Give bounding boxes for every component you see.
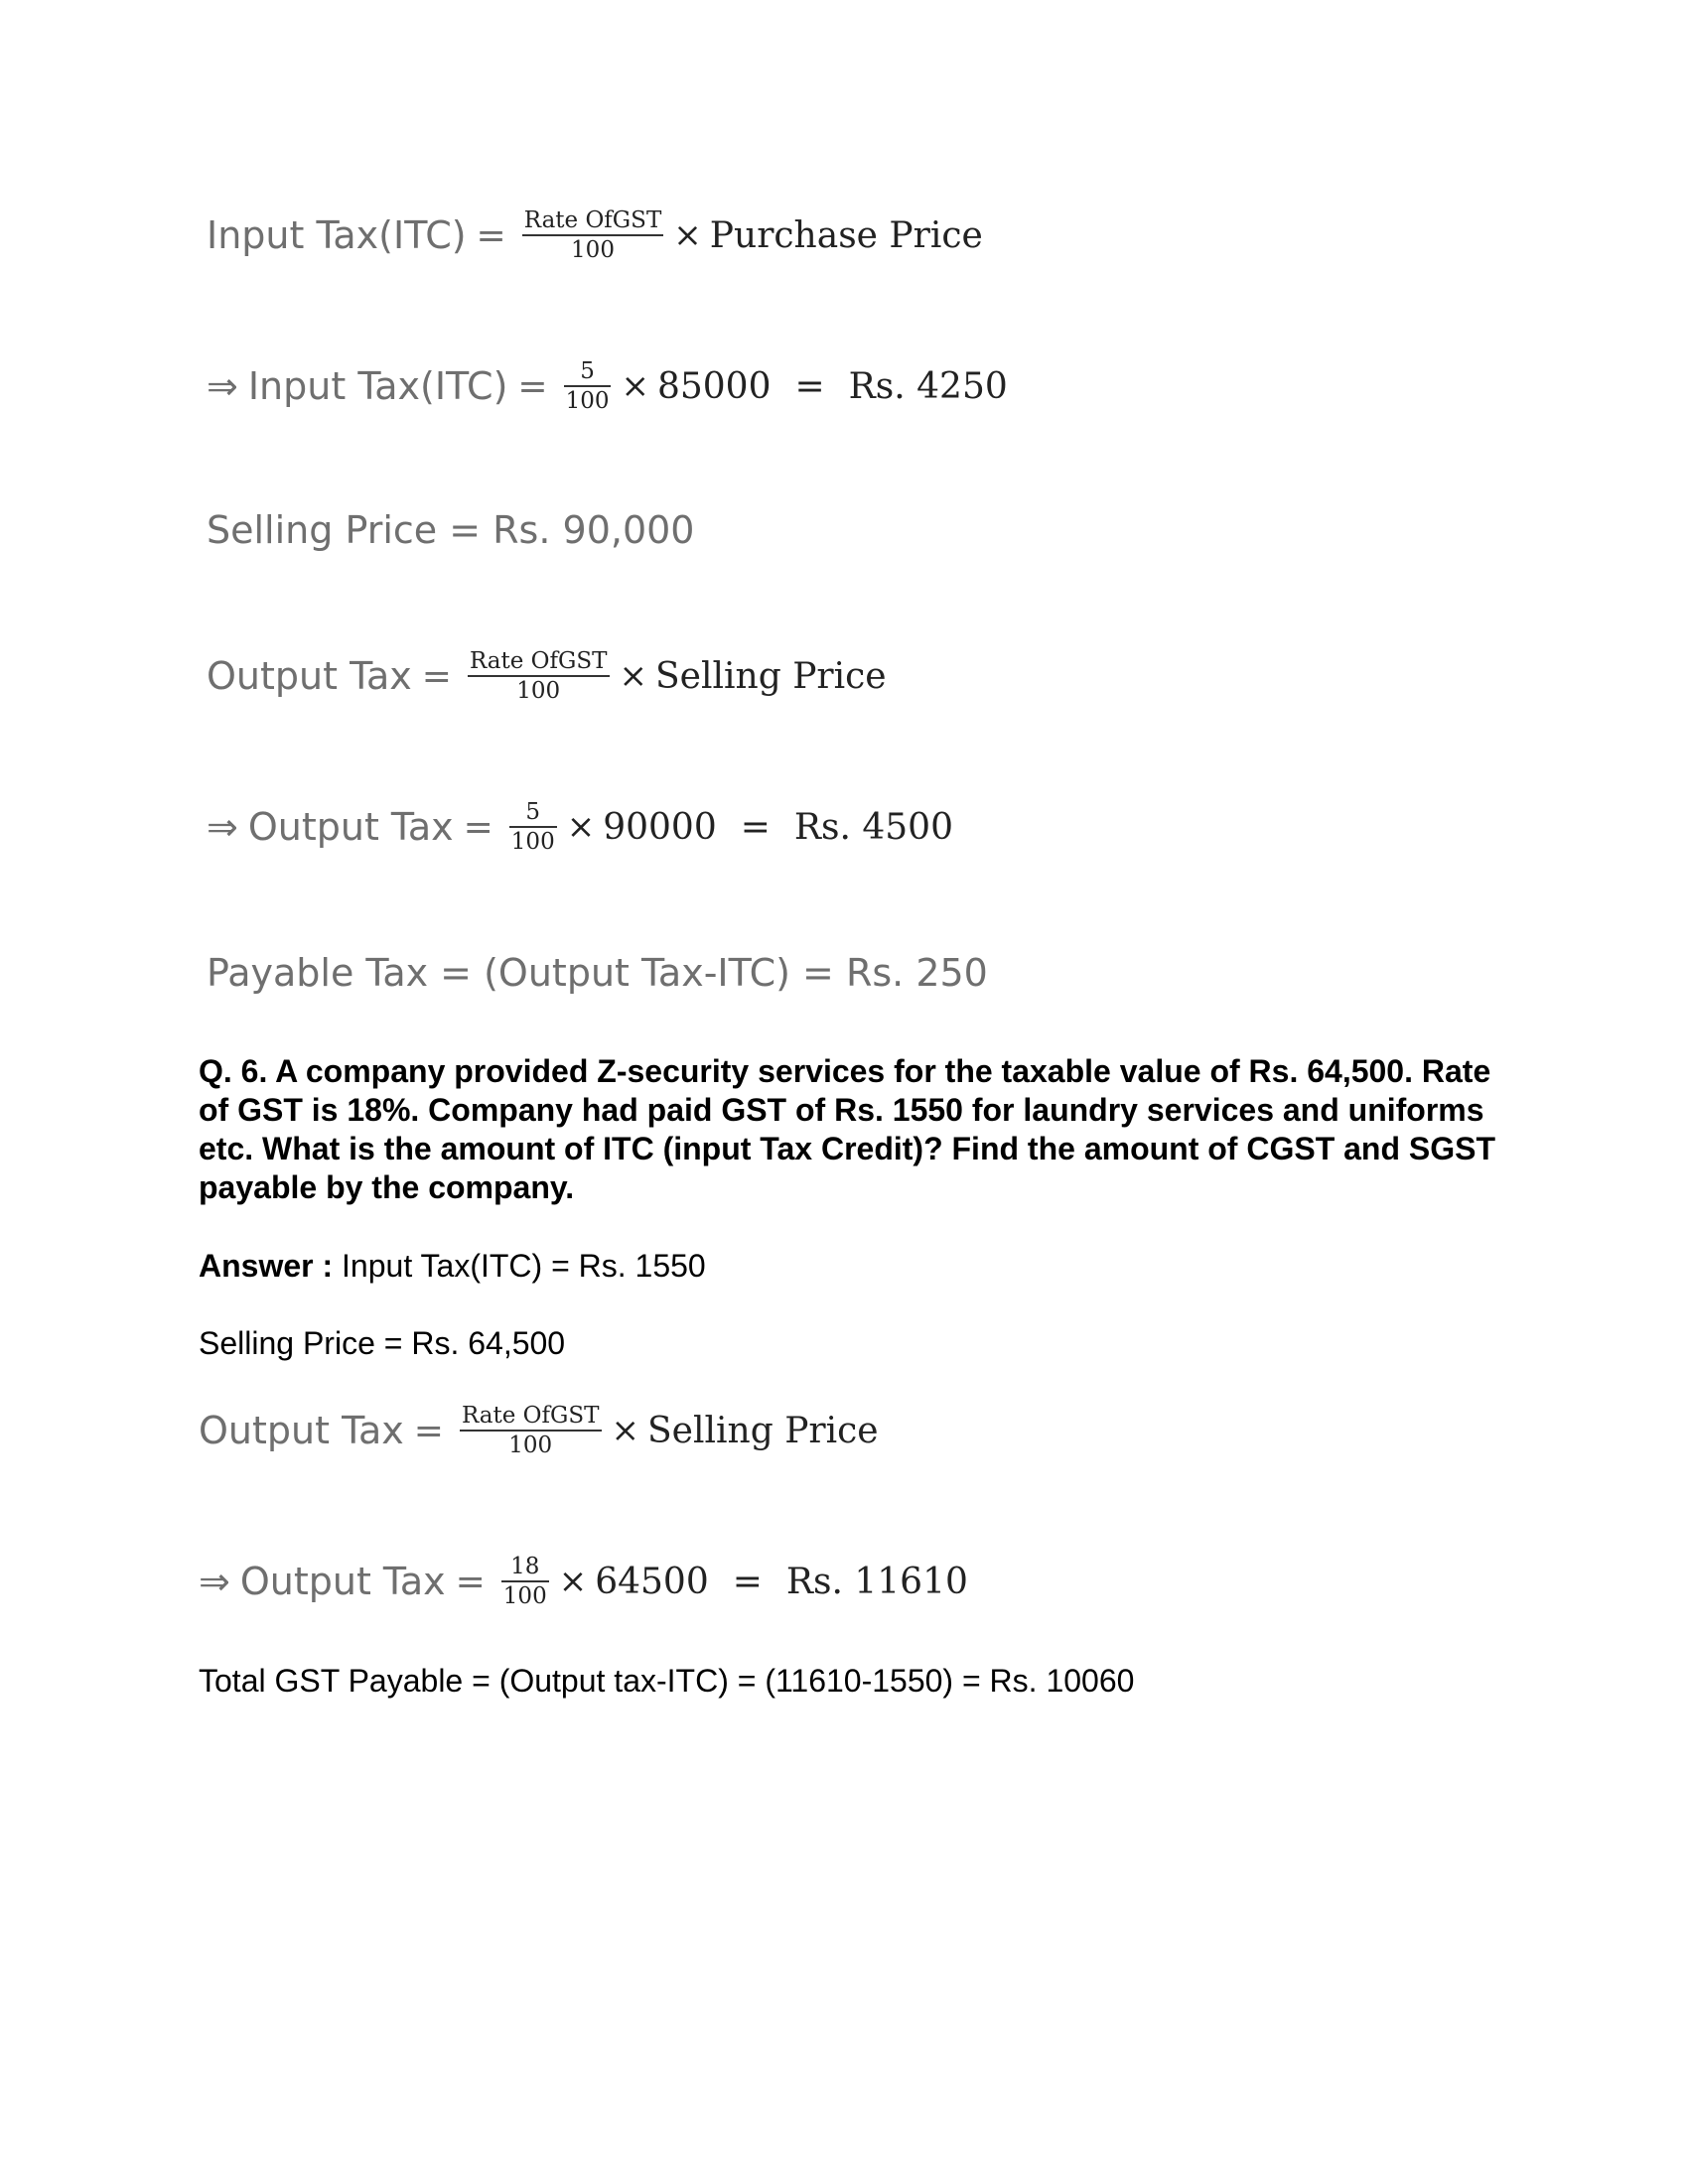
fraction-denominator: 100 xyxy=(508,1433,553,1458)
result-value: Rs. 11610 xyxy=(785,1561,968,1602)
formula-lhs: Output Tax xyxy=(239,1560,446,1603)
fraction-numerator: 5 xyxy=(525,799,541,825)
equals-sign: = xyxy=(413,1410,444,1451)
fraction-numerator: Rate OfGST xyxy=(469,648,608,674)
fraction-denominator: 100 xyxy=(565,388,610,414)
equals-sign: = xyxy=(732,1561,763,1602)
times-sign: × xyxy=(611,1411,640,1450)
equals-sign: = xyxy=(463,806,493,848)
formula-lhs: Output Tax xyxy=(247,805,454,849)
formula-lhs: Output Tax xyxy=(199,1409,404,1452)
multiplier-value: 90000 xyxy=(603,806,717,848)
selling-price-text: Selling Price = Rs. 64,500 xyxy=(199,1325,566,1361)
formula-rhs: Selling Price xyxy=(647,1410,879,1451)
total-gst-line xyxy=(199,1663,1134,1700)
fraction-denominator: 100 xyxy=(516,678,561,704)
question-text: Q. 6. A company provided Z-security services for the taxable value of Rs. 64,500. Rate of GST is 18%. Company had paid GST of Rs. 1550 for laundry services and uniforms etc. What is the amount of ITC (input Tax Credit)? Find the amount of CGST and SGST payable by the company. xyxy=(199,1053,1496,1205)
formula-lhs: Input Tax(ITC) xyxy=(207,213,467,257)
equals-sign: = xyxy=(455,1561,486,1602)
times-sign: × xyxy=(566,807,596,847)
fraction xyxy=(460,1402,602,1459)
fraction-denominator: 100 xyxy=(502,1583,547,1609)
equals-sign: = xyxy=(421,655,452,697)
implies-arrow: ⇒ xyxy=(199,1560,230,1603)
answer-text: Input Tax(ITC) = Rs. 1550 xyxy=(333,1248,706,1284)
formula-rhs: Selling Price xyxy=(655,655,887,697)
implies-arrow: ⇒ xyxy=(207,364,238,408)
total-gst-text: Total GST Payable = (Output tax-ITC) = (11610-1550) = Rs. 10060 xyxy=(199,1663,1135,1699)
implies-arrow: ⇒ xyxy=(207,805,238,849)
fraction xyxy=(564,357,612,415)
fraction xyxy=(501,1553,549,1610)
selling-price-line xyxy=(199,1325,565,1362)
equals-sign: = xyxy=(517,365,548,407)
output-tax-formula xyxy=(207,647,887,705)
input-tax-calculation xyxy=(207,357,1008,415)
equals-sign: = xyxy=(794,365,825,407)
fraction-numerator: 18 xyxy=(510,1554,540,1579)
fraction-numerator: Rate OfGST xyxy=(523,207,662,233)
answer-label: Answer : xyxy=(199,1248,334,1284)
multiplier-value: 85000 xyxy=(656,365,772,407)
fraction-denominator: 100 xyxy=(571,237,615,263)
selling-price-line xyxy=(207,508,694,552)
output-tax-calculation xyxy=(199,1553,968,1610)
times-sign: × xyxy=(619,656,648,696)
output-tax-formula xyxy=(199,1402,879,1459)
multiplier-value: 64500 xyxy=(595,1561,709,1602)
fraction-numerator: 5 xyxy=(580,358,595,384)
result-value: Rs. 4250 xyxy=(848,365,1008,407)
equals-sign: = xyxy=(476,214,506,256)
equals-sign: = xyxy=(740,806,771,848)
fraction xyxy=(468,647,610,705)
formula-rhs: Purchase Price xyxy=(709,214,983,256)
formula-lhs: Input Tax(ITC) xyxy=(247,364,508,408)
payable-tax-text: Payable Tax = (Output Tax-ITC) = Rs. 250 xyxy=(207,951,988,995)
times-sign: × xyxy=(558,1562,588,1601)
selling-price-text: Selling Price = Rs. 90,000 xyxy=(207,508,695,552)
result-value: Rs. 4500 xyxy=(793,806,953,848)
fraction-denominator: 100 xyxy=(510,829,555,855)
fraction-numerator: Rate OfGST xyxy=(461,1403,600,1429)
payable-tax-line xyxy=(207,951,988,995)
answer-line xyxy=(199,1248,706,1285)
formula-lhs: Output Tax xyxy=(207,654,412,698)
input-tax-formula xyxy=(207,206,983,264)
fraction xyxy=(522,206,664,264)
times-sign: × xyxy=(673,215,702,255)
times-sign: × xyxy=(621,366,649,406)
fraction xyxy=(509,798,557,856)
output-tax-calculation xyxy=(207,798,953,856)
